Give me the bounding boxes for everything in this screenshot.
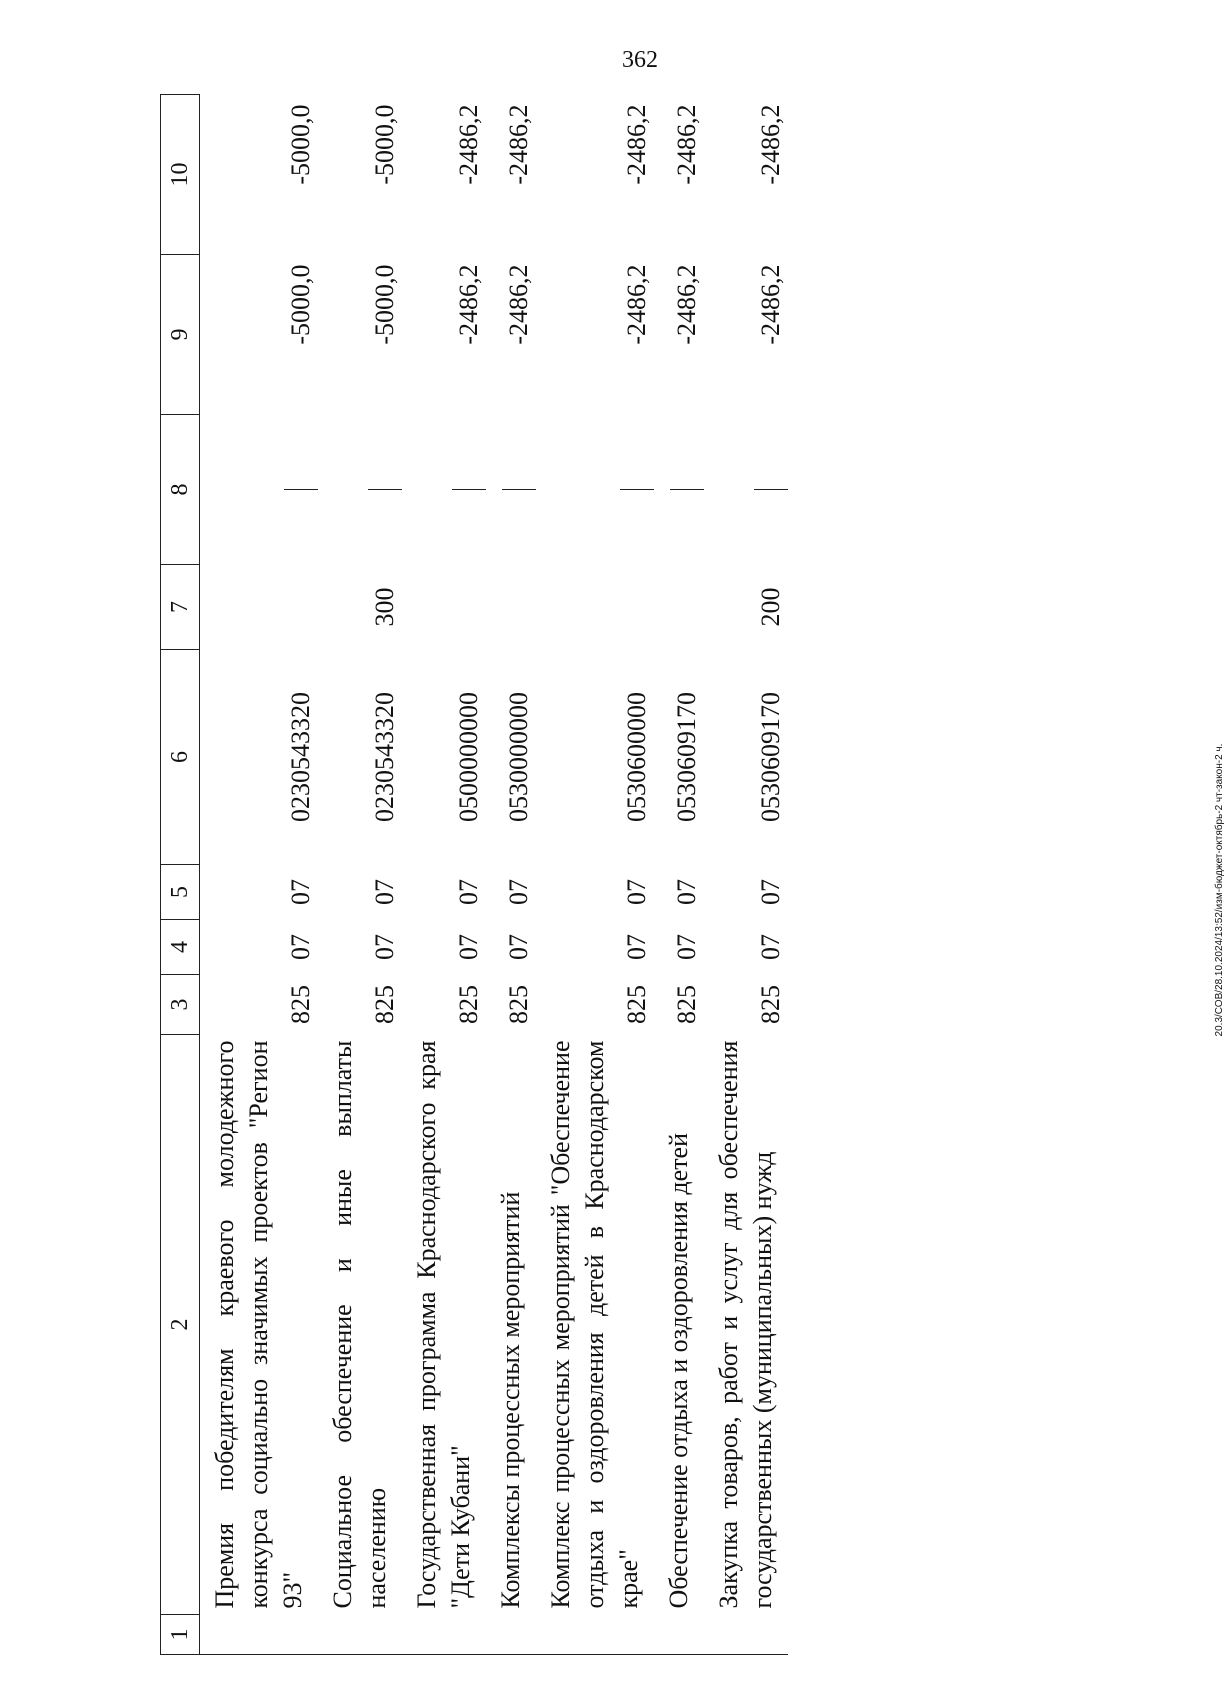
cell-col6: 0530000000 xyxy=(504,692,533,822)
table-row xyxy=(402,95,486,1655)
cell-description: Комплекс процессных мероприятий "Обеспечение отдыха и оздоровления детей в Краснодарском крае" xyxy=(546,1040,643,1609)
table-row xyxy=(200,95,319,1655)
cell-col3: 825 xyxy=(504,985,533,1024)
column-header-9: 9 xyxy=(161,255,200,415)
table-header-row xyxy=(161,95,200,1655)
cell-col1 xyxy=(536,1615,654,1655)
cell-col8 xyxy=(654,415,704,565)
cell-col3: 825 xyxy=(370,985,399,1024)
cell-col5: 07 xyxy=(756,879,785,905)
cell-col3: 825 xyxy=(672,985,701,1024)
cell-col1 xyxy=(486,1615,536,1655)
cell-description: Комплексы процессных мероприятий xyxy=(496,1191,525,1609)
cell-col1 xyxy=(200,1615,319,1655)
cell-col1 xyxy=(704,1615,788,1655)
dash-mark xyxy=(754,489,788,491)
cell-col7 xyxy=(486,565,536,650)
cell-col10: -2486,2 xyxy=(622,104,651,185)
cell-col4: 07 xyxy=(504,934,533,960)
dash-mark xyxy=(368,489,402,491)
cell-description: Закупка товаров, работ и услуг для обеспечения государственных (муниципальных) нужд xyxy=(714,1040,777,1609)
cell-col10: -5000,0 xyxy=(370,104,399,185)
cell-col7 xyxy=(200,565,319,650)
budget-table xyxy=(160,94,788,1655)
table-row xyxy=(486,95,536,1655)
cell-col9: -2486,2 xyxy=(756,264,785,345)
cell-col9: -5000,0 xyxy=(370,264,399,345)
cell-description: Социальное обеспечение и иные выплаты населению xyxy=(328,1040,391,1609)
cell-col7 xyxy=(402,565,486,650)
cell-description: Премия победителям краевого молодежного конкурса социально значимых проектов "Регион 93" xyxy=(210,1040,307,1609)
cell-col7: 200 xyxy=(756,587,785,627)
column-header-5: 5 xyxy=(161,865,200,920)
cell-col8 xyxy=(486,415,536,565)
dash-mark xyxy=(670,489,704,491)
cell-col10: -2486,2 xyxy=(672,104,701,185)
cell-col6: 0530609170 xyxy=(672,692,701,822)
column-header-7: 7 xyxy=(161,565,200,650)
table-row xyxy=(704,95,788,1655)
cell-col7 xyxy=(654,565,704,650)
cell-col5: 07 xyxy=(454,879,483,905)
cell-col5: 07 xyxy=(504,879,533,905)
column-header-1: 1 xyxy=(161,1615,200,1655)
cell-col7: 300 xyxy=(370,587,399,627)
cell-col1 xyxy=(402,1615,486,1655)
column-header-6: 6 xyxy=(161,650,200,865)
cell-col8 xyxy=(536,415,654,565)
footer-file-note: 20.3/СОВ/28.10.2024/13:52/изм-бюджет-октябрь-2 чт-закон-2 ч. xyxy=(1214,743,1225,1037)
cell-col10: -2486,2 xyxy=(504,104,533,185)
dash-mark xyxy=(502,489,536,491)
cell-col8 xyxy=(704,415,788,565)
column-header-3: 3 xyxy=(161,975,200,1035)
cell-description: Обеспечение отдыха и оздоровления детей xyxy=(664,1132,693,1609)
column-header-4: 4 xyxy=(161,920,200,975)
cell-col6: 0230543320 xyxy=(370,692,399,822)
cell-col3: 825 xyxy=(454,985,483,1024)
cell-col8 xyxy=(402,415,486,565)
cell-col4: 07 xyxy=(756,934,785,960)
column-header-10: 10 xyxy=(161,95,200,255)
cell-col10: -2486,2 xyxy=(454,104,483,185)
cell-col6: 0500000000 xyxy=(454,692,483,822)
cell-col9: -2486,2 xyxy=(504,264,533,345)
cell-col4: 07 xyxy=(672,934,701,960)
cell-col5: 07 xyxy=(672,879,701,905)
budget-table-block xyxy=(160,95,1010,1655)
cell-col9: -2486,2 xyxy=(454,264,483,345)
cell-col4: 07 xyxy=(370,934,399,960)
dash-mark xyxy=(452,489,486,491)
cell-col6: 0530609170 xyxy=(756,692,785,822)
page-number: 362 xyxy=(622,47,658,73)
cell-col7 xyxy=(536,565,654,650)
table-row xyxy=(654,95,704,1655)
dash-mark xyxy=(620,489,654,491)
cell-description: Государственная программа Краснодарского края "Дети Кубани" xyxy=(412,1040,475,1609)
table-row xyxy=(318,95,402,1655)
cell-col6: 0230543320 xyxy=(286,692,315,822)
cell-col10: -2486,2 xyxy=(756,104,785,185)
cell-col5: 07 xyxy=(622,879,651,905)
cell-col9: -2486,2 xyxy=(672,264,701,345)
table-row xyxy=(536,95,654,1655)
cell-col3: 825 xyxy=(286,985,315,1024)
cell-col8 xyxy=(318,415,402,565)
cell-col4: 07 xyxy=(454,934,483,960)
cell-col5: 07 xyxy=(286,879,315,905)
cell-col9: -2486,2 xyxy=(622,264,651,345)
cell-col6: 0530600000 xyxy=(622,692,651,822)
dash-mark xyxy=(284,489,318,491)
cell-col5: 07 xyxy=(370,879,399,905)
cell-col8 xyxy=(200,415,319,565)
cell-col1 xyxy=(318,1615,402,1655)
column-header-2: 2 xyxy=(161,1035,200,1615)
cell-col3: 825 xyxy=(622,985,651,1024)
cell-col4: 07 xyxy=(622,934,651,960)
cell-col3: 825 xyxy=(756,985,785,1024)
column-header-8: 8 xyxy=(161,415,200,565)
cell-col4: 07 xyxy=(286,934,315,960)
cell-col10: -5000,0 xyxy=(286,104,315,185)
cell-col9: -5000,0 xyxy=(286,264,315,345)
cell-col1 xyxy=(654,1615,704,1655)
